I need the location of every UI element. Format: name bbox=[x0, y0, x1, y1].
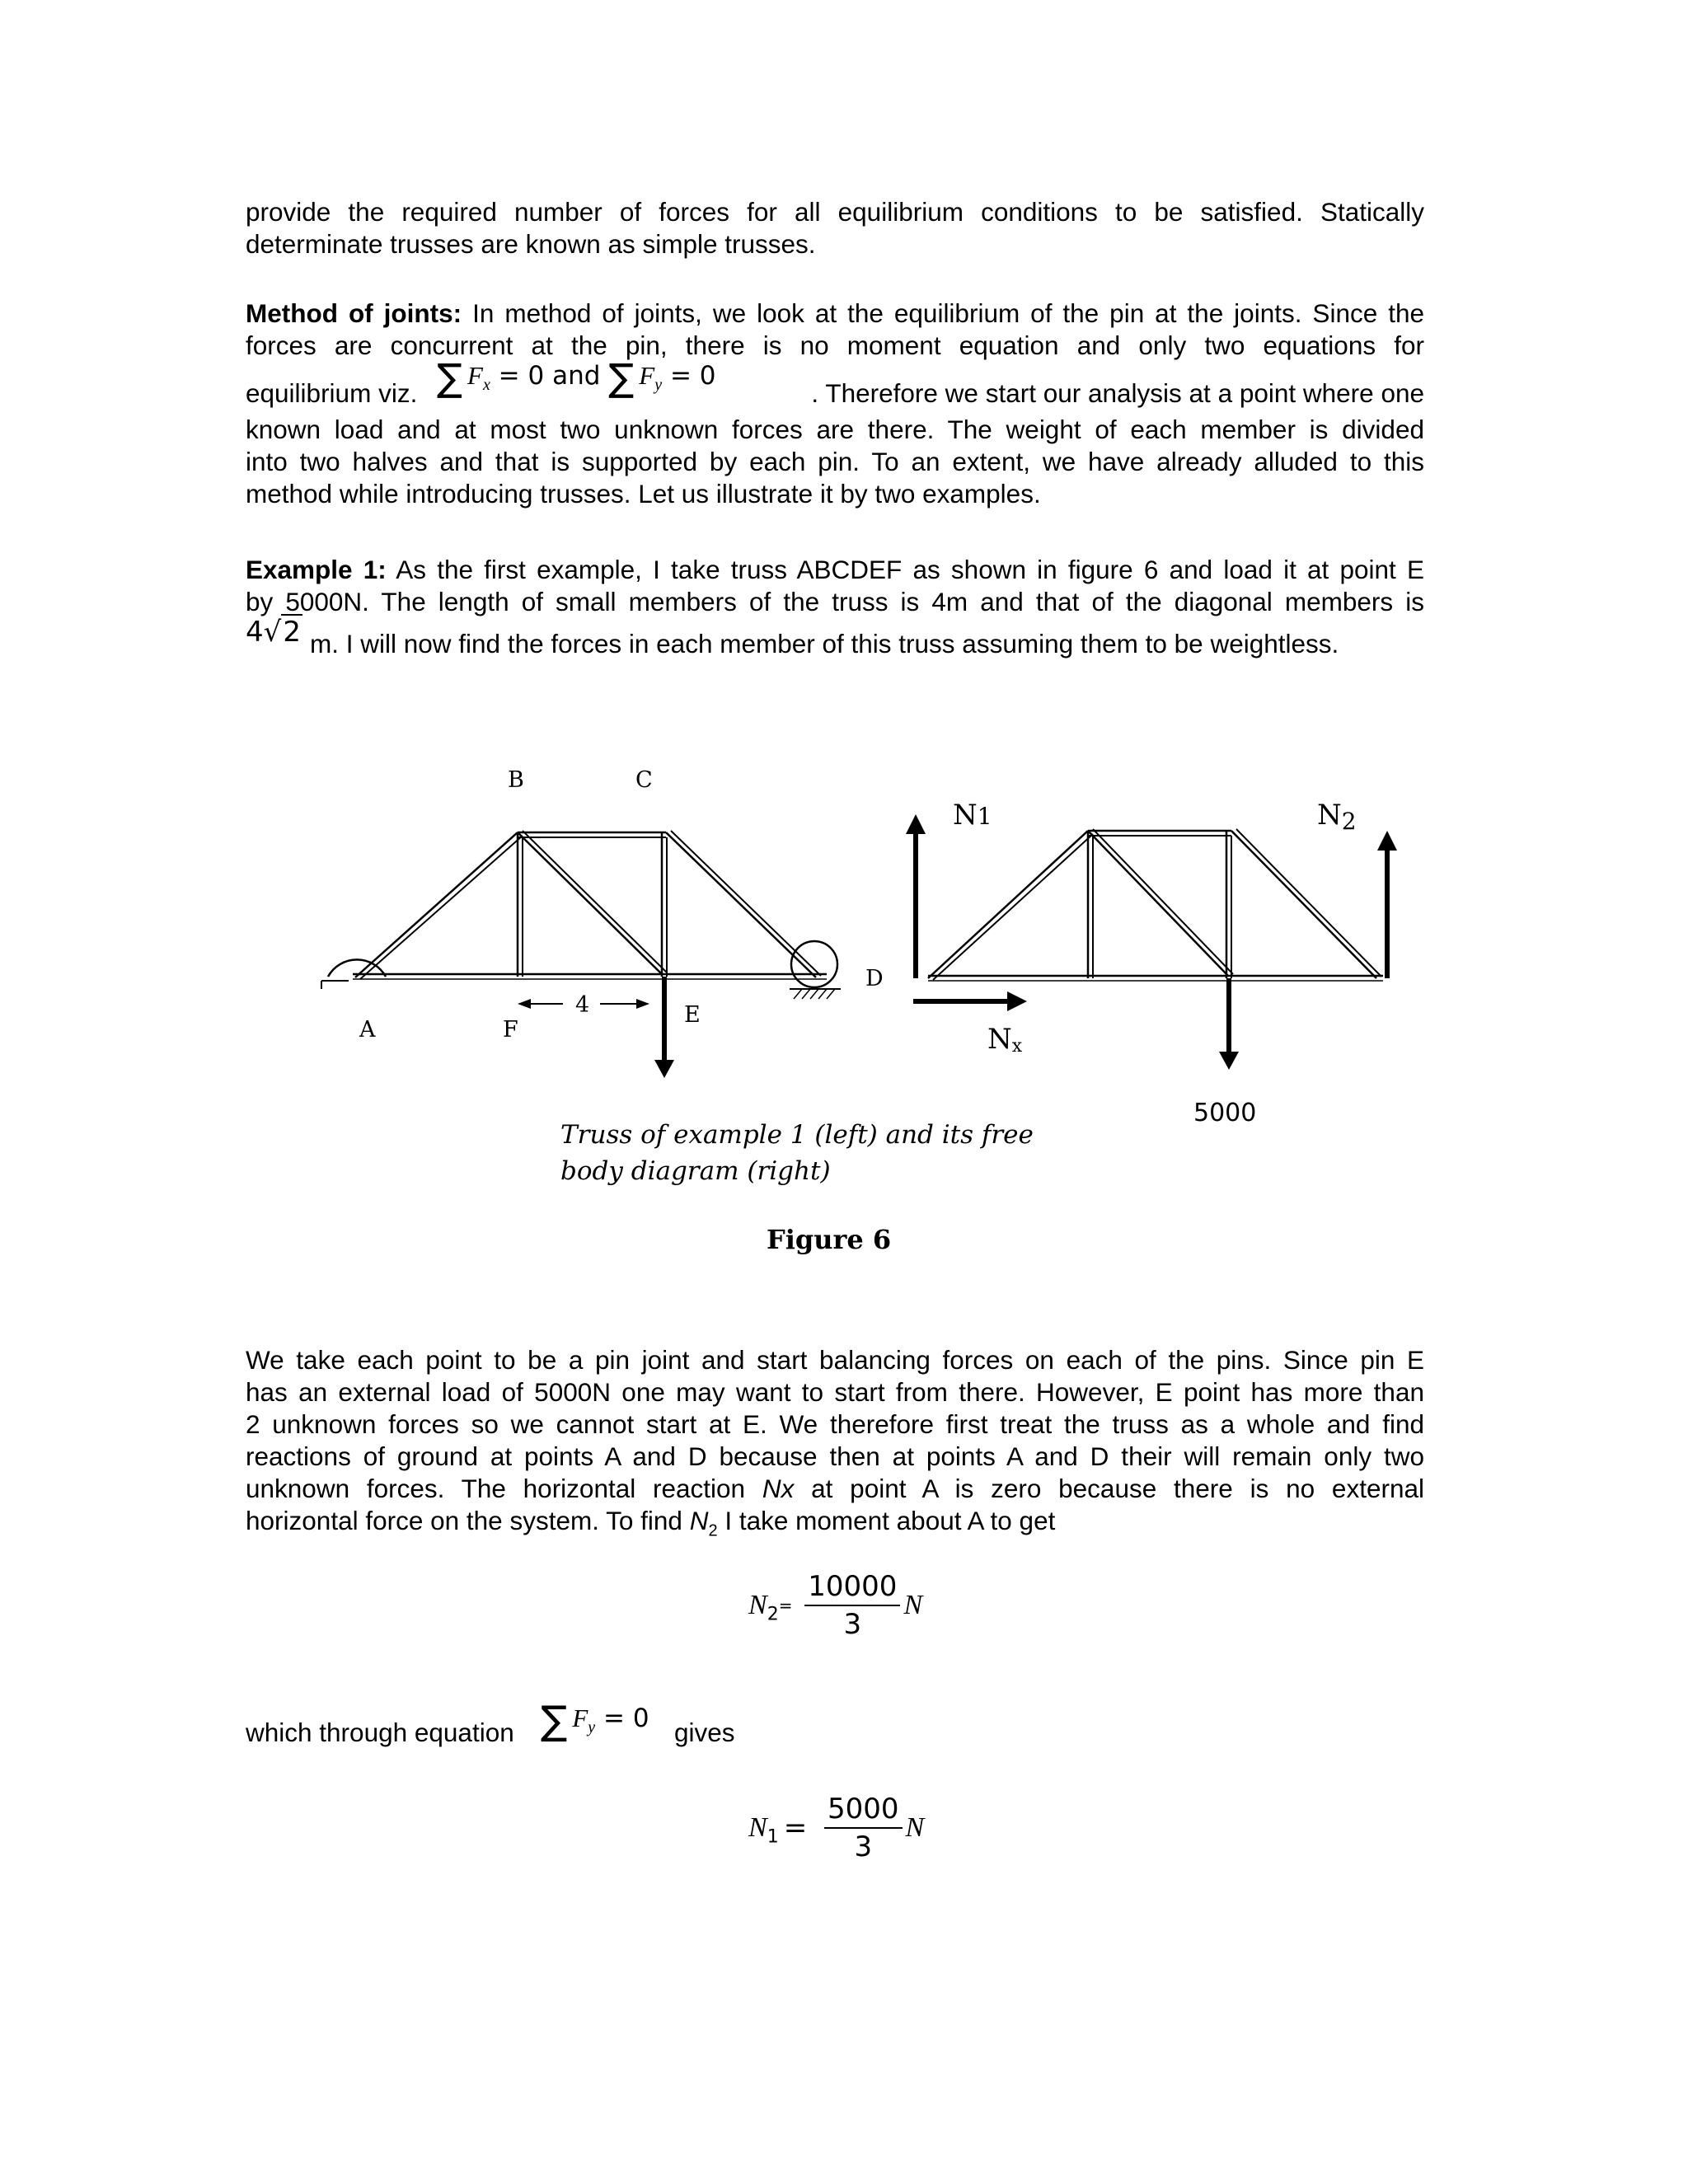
label-e: E bbox=[684, 1002, 701, 1028]
truss-left bbox=[321, 831, 841, 1078]
method-heading: Method of joints: bbox=[246, 298, 462, 328]
analysis-line-4: reactions of ground at points A and D because then at points A and D their will remain only two bbox=[246, 1441, 1424, 1471]
analysis-line-2: has an external load of 5000N one may want to start from there. However, E point has more than bbox=[246, 1377, 1424, 1407]
figure-title: Figure 6 bbox=[767, 1224, 892, 1255]
equation-n1: $N_1$ = $\frac{5000}{3}$ N bbox=[748, 1793, 925, 1863]
label-c: C bbox=[635, 767, 653, 793]
analysis-line-3: 2 unknown forces so we cannot start at E. We therefore first treat the truss as a whole and find bbox=[246, 1409, 1424, 1439]
example-line-1: Example 1: As the first example, I take truss ABCDEF as shown in figure 6 and load it at point E bbox=[246, 555, 1424, 584]
intro-line-1: provide the required number of forces for all equilibrium conditions to be satisfied. Statically bbox=[246, 197, 1424, 227]
analysis-line-5: unknown forces. The horizontal reaction Nx at point A is zero because there is no external bbox=[246, 1474, 1424, 1503]
truss-right-fbd bbox=[906, 814, 1397, 1070]
label-a: A bbox=[359, 1017, 376, 1043]
sqrt-expression: 4√2 bbox=[246, 616, 301, 649]
through-line: which through equation ∑ $F_y = 0$ gives bbox=[246, 1698, 735, 1747]
analysis-paragraph bbox=[246, 1344, 1424, 1547]
label-nx: Nx bbox=[987, 1023, 1023, 1057]
example-heading: Example 1: bbox=[246, 555, 387, 584]
figure-caption: Truss of example 1 (left) and its free body diagram (right) bbox=[560, 1120, 1034, 1186]
example-line-3: 4√2 m. I will now find the forces in each member of this truss assuming them to be weightless. bbox=[246, 616, 1339, 658]
truss-right-labels bbox=[953, 799, 1357, 1127]
method-line-5: into two halves and that is supported by each pin. To an extent, we have already alluded to this bbox=[246, 447, 1424, 476]
label-load-5000: 5000 bbox=[1193, 1099, 1257, 1127]
method-paragraph bbox=[246, 298, 1424, 510]
label-n1: N1 bbox=[953, 799, 992, 832]
equation-n2: $N_2=$ $\frac{10000}{3}$ N bbox=[748, 1570, 923, 1641]
example-paragraph bbox=[246, 554, 1424, 661]
method-line-6: method while introducing trusses. Let us illustrate it by two examples. bbox=[246, 479, 1041, 509]
method-line-1: Method of joints: In method of joints, we look at the equilibrium of the pin at the joints. Since the bbox=[246, 298, 1424, 328]
method-line-4: known load and at most two unknown forces are there. The weight of each member is divided bbox=[246, 415, 1424, 444]
analysis-line-6: horizontal force on the system. To find $N_2$ I take moment about A to get bbox=[246, 1506, 1056, 1540]
label-f: F bbox=[503, 1017, 518, 1043]
method-line-3: equilibrium viz. ∑ $F_x = 0$ and ∑ $F_y = 0$ . Therefore we start our analysis at a point where one bbox=[246, 355, 1424, 408]
equilibrium-equation: ∑ $F_x = 0$ and ∑ $F_y = 0$ bbox=[437, 355, 716, 400]
label-d: D bbox=[865, 966, 884, 991]
label-span: 4 bbox=[575, 992, 590, 1018]
analysis-line-1: We take each point to be a pin joint and start balancing forces on each of the pins. Since pin E bbox=[246, 1345, 1424, 1375]
intro-line-2: determinate trusses are known as simple trusses. bbox=[246, 229, 816, 259]
example-line-2: by 5000N. The length of small members of the truss is 4m and that of the diagonal members is bbox=[246, 587, 1424, 616]
method-line-2: forces are concurrent at the pin, there is no moment equation and only two equations for bbox=[246, 330, 1424, 360]
intro-paragraph bbox=[246, 196, 1424, 260]
label-b: B bbox=[508, 767, 524, 793]
sum-fy-equation: ∑ $F_y = 0$ bbox=[541, 1698, 649, 1744]
label-n2: N2 bbox=[1317, 799, 1357, 835]
